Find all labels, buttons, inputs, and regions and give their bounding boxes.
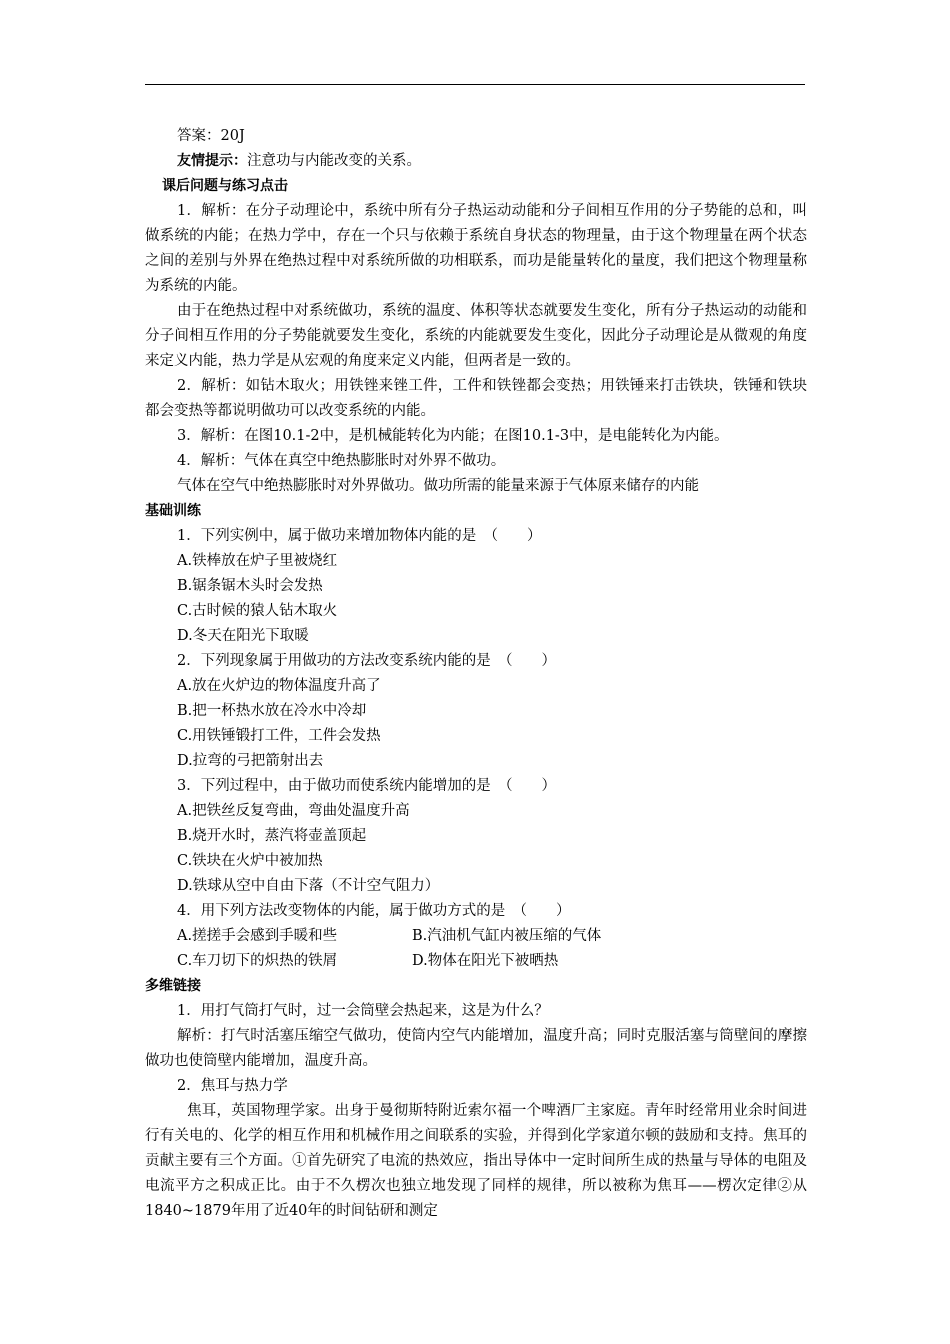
question-stem: 3．下列过程中，由于做功而使系统内能增加的是 （ ） xyxy=(177,778,556,794)
multi-question-1: 1．用打气筒打气时，过一会筒壁会热起来，这是为什么？ xyxy=(177,1003,549,1019)
analysis-4: 4．解析：气体在真空中绝热膨胀时对外界不做功。 xyxy=(177,453,506,469)
question-option: D.物体在阳光下被晒热 xyxy=(412,953,559,969)
question-option: B.烧开水时，蒸汽将壶盖顶起 xyxy=(177,828,367,844)
analysis-1-para-2: 由于在绝热过程中对系统做功，系统的温度、体积等状态就要发生变化，所有分子热运动的动能和分子间相互作用的分子势能就要发生变化，系统的内能就要发生变化，因此分子动理论是从微观的角度来定义内能，热力学是从宏观的角度来定义内能，但两者是一致的。 xyxy=(145,303,807,369)
tip-label: 友情提示： xyxy=(177,153,247,169)
question-option: C.铁块在火炉中被加热 xyxy=(177,853,323,869)
question-option: C.古时候的猿人钻木取火 xyxy=(177,603,338,619)
question-option: D.铁球从空中自由下落（不计空气阻力） xyxy=(177,878,440,894)
question-stem: 4．用下列方法改变物体的内能，属于做功方式的是 （ ） xyxy=(177,903,571,919)
question-option: A.放在火炉边的物体温度升高了 xyxy=(177,678,381,694)
document-body xyxy=(145,124,807,1224)
question-option: B.汽油机气缸内被压缩的气体 xyxy=(412,928,602,944)
question-options-row xyxy=(145,949,807,974)
tip-line xyxy=(145,149,807,174)
section-heading-after-class: 课后问题与练习点击 xyxy=(162,178,288,194)
question-option: A.搓搓手会感到手暖和些 xyxy=(177,928,338,944)
question-option: D.拉弯的弓把箭射出去 xyxy=(177,753,324,769)
header-rule xyxy=(145,84,805,85)
analysis-1-para-1: 1．解析：在分子动理论中，系统中所有分子热运动动能和分子间相互作用的分子势能的总和，叫做系统的内能；在热力学中，存在一个只与依赖于系统自身状态的物理量，由于这个物理量在两个状态之间的差别与外界在绝热过程中对系统所做的功相联系，而功是能量转化的量度，我们把这个物理量称为系统的内能。 xyxy=(145,203,807,294)
analysis-4-continued: 气体在空气中绝热膨胀时对外界做功。做功所需的能量来源于气体原来储存的内能 xyxy=(177,478,699,494)
section-heading-basic: 基础训练 xyxy=(145,503,201,519)
question-options-row xyxy=(145,924,807,949)
question-option: D.冬天在阳光下取暖 xyxy=(177,628,309,644)
section-heading-multi: 多维链接 xyxy=(145,978,201,994)
question-option: B.锯条锯木头时会发热 xyxy=(177,578,323,594)
tip-text: 注意功与内能改变的关系。 xyxy=(247,153,421,169)
joule-biography: 焦耳，英国物理学家。出身于曼彻斯特附近索尔福一个啤酒厂主家庭。青年时经常用业余时间进行有关电的、化学的相互作用和机械作用之间联系的实验，并得到化学家道尔顿的鼓励和支持。焦耳的贡献主要有三个方面。①首先研究了电流的热效应，指出导体中一定时间所生成的热量与导体的电阻及电流平方之积成正比。由于不久楞次也独立地发现了同样的规律，所以被称为焦耳——楞次定律②从1840~1879年用了近40年的时间钻研和测定 xyxy=(145,1103,807,1219)
question-option: B.把一杯热水放在冷水中冷却 xyxy=(177,703,367,719)
question-stem: 1．下列实例中，属于做功来增加物体内能的是 （ ） xyxy=(177,528,542,544)
question-stem: 2．下列现象属于用做功的方法改变系统内能的是 （ ） xyxy=(177,653,556,669)
question-option: A.铁棒放在炉子里被烧红 xyxy=(177,553,338,569)
analysis-3: 3．解析：在图10.1-2中，是机械能转化为内能；在图10.1-3中，是电能转化为内能。 xyxy=(177,428,729,444)
question-option: C.用铁锤锻打工件，工件会发热 xyxy=(177,728,381,744)
multi-answer-1: 解析：打气时活塞压缩空气做功，使筒内空气内能增加，温度升高；同时克服活塞与筒壁间的摩擦做功也使筒壁内能增加，温度升高。 xyxy=(145,1028,807,1069)
multi-question-2: 2．焦耳与热力学 xyxy=(177,1078,288,1094)
analysis-2: 2．解析：如钻木取火；用铁锉来锉工件，工件和铁锉都会变热；用铁锤来打击铁块，铁锤和铁块都会变热等都说明做功可以改变系统的内能。 xyxy=(145,378,807,419)
question-option: C.车刀切下的炽热的铁屑 xyxy=(177,953,338,969)
answer-line: 答案：20J xyxy=(177,128,245,144)
question-option: A.把铁丝反复弯曲，弯曲处温度升高 xyxy=(177,803,410,819)
